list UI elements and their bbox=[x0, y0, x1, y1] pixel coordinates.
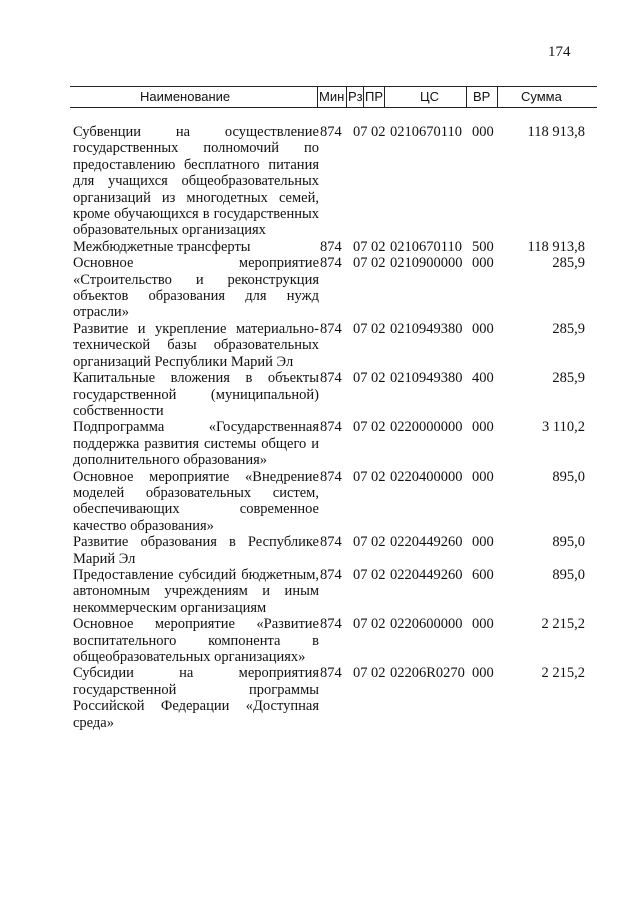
row-sum: 118 913,8 bbox=[527, 238, 585, 255]
row-min: 874 bbox=[320, 665, 342, 682]
table-row bbox=[70, 239, 597, 255]
page-number: 174 bbox=[548, 44, 571, 60]
row-name: Субсидии на мероприятия государственной программы Российской Федерации «Доступная среда» bbox=[73, 665, 319, 731]
row-cs: 0210670110 bbox=[390, 238, 462, 255]
row-sum: 895,0 bbox=[552, 566, 585, 583]
header-name: Наименование bbox=[140, 89, 231, 104]
table-row bbox=[70, 370, 597, 419]
table-row bbox=[70, 255, 597, 321]
header-divider bbox=[346, 87, 347, 107]
row-vr: 000 bbox=[472, 320, 494, 337]
row-rz: 07 bbox=[353, 419, 368, 436]
row-rz: 07 bbox=[353, 468, 368, 485]
table-row bbox=[70, 419, 597, 468]
row-vr: 000 bbox=[472, 665, 494, 682]
row-sum: 3 110,2 bbox=[542, 419, 585, 436]
row-min: 874 bbox=[320, 255, 342, 272]
row-cs: 0210949380 bbox=[390, 320, 463, 337]
row-vr: 000 bbox=[472, 124, 494, 140]
header-sum: Сумма bbox=[521, 89, 562, 104]
row-sum: 2 215,2 bbox=[541, 665, 585, 682]
row-sum: 285,9 bbox=[552, 320, 585, 337]
row-name: Основное мероприятие «Развитие воспитательного компонента в общеобразовательных организациях» bbox=[73, 616, 319, 665]
row-rz: 07 bbox=[353, 255, 368, 272]
row-min: 874 bbox=[320, 238, 342, 255]
header-divider bbox=[466, 87, 467, 107]
row-name: Капитальные вложения в объекты государственной (муниципальной) собственности bbox=[73, 370, 319, 419]
header-divider bbox=[317, 87, 318, 107]
row-min: 874 bbox=[320, 534, 342, 551]
row-name: Субвенции на осуществление государственных полномочий по предоставлению бесплатного питания для учащихся общеобразовательных организаций из многодетных семей, кроме обучающихся в государственных образовательных организациях bbox=[73, 124, 319, 239]
table-row bbox=[70, 469, 597, 535]
row-sum: 895,0 bbox=[552, 468, 585, 485]
row-vr: 000 bbox=[472, 468, 494, 485]
row-cs: 0210949380 bbox=[390, 370, 463, 387]
table-row bbox=[70, 665, 597, 731]
row-vr: 000 bbox=[472, 534, 494, 551]
row-rz: 07 bbox=[353, 238, 368, 255]
row-cs: 0210670110 bbox=[390, 124, 462, 140]
row-pr: 02 bbox=[371, 370, 386, 387]
row-pr: 02 bbox=[371, 534, 386, 551]
row-name: Подпрограмма «Государственная поддержка развития системы общего и дополнительного образования» bbox=[73, 419, 319, 469]
row-cs: 0220600000 bbox=[390, 616, 463, 633]
row-pr: 02 bbox=[371, 665, 386, 682]
row-min: 874 bbox=[320, 566, 342, 583]
row-min: 874 bbox=[320, 616, 342, 633]
row-vr: 600 bbox=[472, 566, 494, 583]
row-pr: 02 bbox=[371, 320, 386, 337]
row-pr: 02 bbox=[371, 419, 386, 436]
row-rz: 07 bbox=[353, 370, 368, 387]
header-divider bbox=[497, 87, 498, 107]
row-pr: 02 bbox=[371, 124, 386, 140]
row-sum: 285,9 bbox=[552, 370, 585, 387]
header-vr: ВР bbox=[473, 89, 491, 104]
table-row bbox=[70, 616, 597, 665]
row-sum: 895,0 bbox=[552, 534, 585, 551]
row-cs: 0210900000 bbox=[390, 255, 463, 272]
row-pr: 02 bbox=[371, 468, 386, 485]
row-pr: 02 bbox=[371, 255, 386, 272]
table-row bbox=[70, 321, 597, 370]
row-sum: 2 215,2 bbox=[541, 616, 585, 633]
table-body bbox=[70, 124, 597, 731]
row-rz: 07 bbox=[353, 534, 368, 551]
row-min: 874 bbox=[320, 124, 342, 140]
row-min: 874 bbox=[320, 419, 342, 436]
row-pr: 02 bbox=[371, 238, 386, 255]
header-divider bbox=[384, 87, 385, 107]
table-row bbox=[70, 567, 597, 616]
row-vr: 400 bbox=[472, 370, 494, 387]
row-cs: 0220400000 bbox=[390, 468, 463, 485]
row-name: Основное мероприятие «Внедрение моделей образовательных систем, обеспечивающих современное качество образования» bbox=[73, 468, 319, 534]
row-cs: 02206R0270 bbox=[390, 665, 465, 682]
row-cs: 0220000000 bbox=[390, 419, 463, 436]
header-rz: Рз bbox=[348, 89, 363, 104]
row-sum: 285,9 bbox=[552, 255, 585, 272]
header-cs: ЦС bbox=[420, 89, 440, 104]
row-vr: 500 bbox=[472, 238, 494, 255]
row-rz: 07 bbox=[353, 320, 368, 337]
row-rz: 07 bbox=[353, 566, 368, 583]
row-cs: 0220449260 bbox=[390, 566, 463, 583]
row-pr: 02 bbox=[371, 566, 386, 583]
row-sum: 118 913,8 bbox=[527, 124, 585, 140]
row-min: 874 bbox=[320, 370, 342, 387]
row-min: 874 bbox=[320, 320, 342, 337]
row-cs: 0220449260 bbox=[390, 534, 463, 551]
row-rz: 07 bbox=[353, 665, 368, 682]
row-name: Межбюджетные трансферты bbox=[73, 238, 251, 255]
row-name: Развитие и укрепление материально-технической базы образовательных организаций Республики Марий Эл bbox=[73, 320, 319, 370]
row-vr: 000 bbox=[472, 255, 494, 272]
row-pr: 02 bbox=[371, 616, 386, 633]
row-vr: 000 bbox=[472, 616, 494, 633]
row-rz: 07 bbox=[353, 124, 368, 140]
table-row bbox=[70, 534, 597, 567]
row-name: Развитие образования в Республике Марий Эл bbox=[73, 534, 319, 567]
header-divider bbox=[363, 87, 364, 107]
row-rz: 07 bbox=[353, 616, 368, 633]
row-min: 874 bbox=[320, 468, 342, 485]
row-name: Предоставление субсидий бюджетным, автономным учреждениям и иным некоммерческим организациям bbox=[73, 566, 319, 616]
table-header bbox=[70, 86, 597, 108]
table-row bbox=[70, 124, 597, 239]
row-name: Основное мероприятие «Строительство и реконструкция объектов образования для нужд отрасли» bbox=[73, 255, 319, 321]
header-pr: ПР bbox=[365, 89, 384, 104]
header-min: Мин bbox=[319, 89, 345, 104]
row-vr: 000 bbox=[472, 419, 494, 436]
